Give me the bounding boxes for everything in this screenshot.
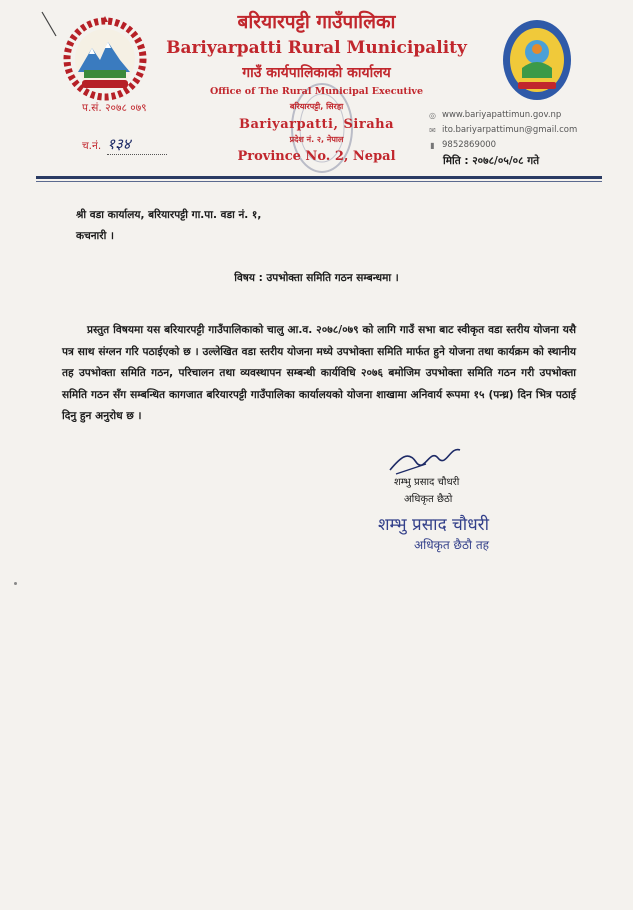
- email-row: [428, 125, 577, 135]
- office-name-english: Office of The Rural Municipal Executive: [209, 86, 423, 97]
- office-name-nepali: गाउँ कार्यपालिकाको कार्यालय: [242, 65, 391, 81]
- phone-row: [428, 140, 496, 150]
- addressee-line-1: श्री वडा कार्यालय, बरियारपट्टी गा.पा. वडा नं. १,: [76, 209, 262, 221]
- dispatch-number: १३४: [107, 134, 167, 155]
- dispatch-number-row: [82, 134, 167, 155]
- province-nepali: प्रदेश नं. २, नेपाल: [289, 135, 344, 144]
- date-value: २०७८/०५/०८ गते: [472, 155, 540, 167]
- title-stamp: अधिकृत छैठौ तह: [414, 538, 490, 552]
- website-text: www.bariyapattimun.gov.np: [442, 110, 562, 120]
- phone-text: 9852869000: [442, 140, 497, 150]
- phone-icon: ▮: [430, 140, 435, 150]
- dispatch-prefix: च.नं.: [82, 140, 102, 152]
- website-row: [428, 110, 561, 120]
- signatory-name: शम्भु प्रसाद चौधरी: [394, 477, 460, 488]
- signatory-title: अधिकृत छैठो: [404, 494, 453, 505]
- name-stamp: शम्भु प्रसाद चौधरी: [378, 515, 490, 535]
- header-divider: [36, 176, 602, 179]
- header-divider-thin: [36, 181, 602, 182]
- email-icon: ✉: [429, 125, 436, 135]
- location-english: Bariyarpatti, Siraha: [238, 117, 394, 132]
- location-nepali: बरियारपट्टी, सिरहा: [289, 102, 344, 111]
- scan-speck: [14, 582, 17, 585]
- municipality-name-english: Bariyarpatti Rural Municipality: [166, 38, 467, 58]
- municipality-name-nepali: बरियारपट्टी गाउँपालिका: [237, 11, 396, 33]
- subject-line: विषय : उपभोक्ता समिति गठन सम्बन्धमा ।: [234, 272, 399, 284]
- globe-icon: ◎: [429, 110, 436, 120]
- date-label: मिति :: [443, 155, 469, 167]
- date-row: [443, 154, 539, 168]
- fiscal-year-ref: प.सं. २०७८ ०७९: [82, 102, 147, 114]
- province-english: Province No. 2, Nepal: [237, 149, 396, 164]
- letter-body: प्रस्तुत विषयमा यस बरियारपट्टी गाउँपालिकाको चालु आ.व. २०७८/०७९ को लागि गाउँ सभा बाट स्वीकृत वडा स्तरीय योजना यसै पत्र साथ संग्लन गरि पठाईएको छ । उल्लेखित वडा स्तरीय योजना मध्ये उपभोक्ता समिति मार्फत हुने योजना तथा कार्यक्रम को स्थानीय तह उपभोक्ता समिति गठन, परिचालन तथा व्यवस्थापन सम्बन्धी कार्यविधि २०७६ बमोजिम उपभोक्ता समिति गठन गरी उपभोक्ता समिति गठन सँग सम्बन्धित कागजात बरियारपट्टी गाउँपालिका कार्यालयको योजना शाखामा अनिवार्य रूपमा १५ (पन्ध्र) दिन भित्र पठाई दिनु हुन अनुरोध छ ।: [62, 324, 576, 422]
- addressee-line-2: कचनारी ।: [76, 230, 114, 242]
- email-text: ito.bariyarpattimun@gmail.com: [442, 125, 578, 135]
